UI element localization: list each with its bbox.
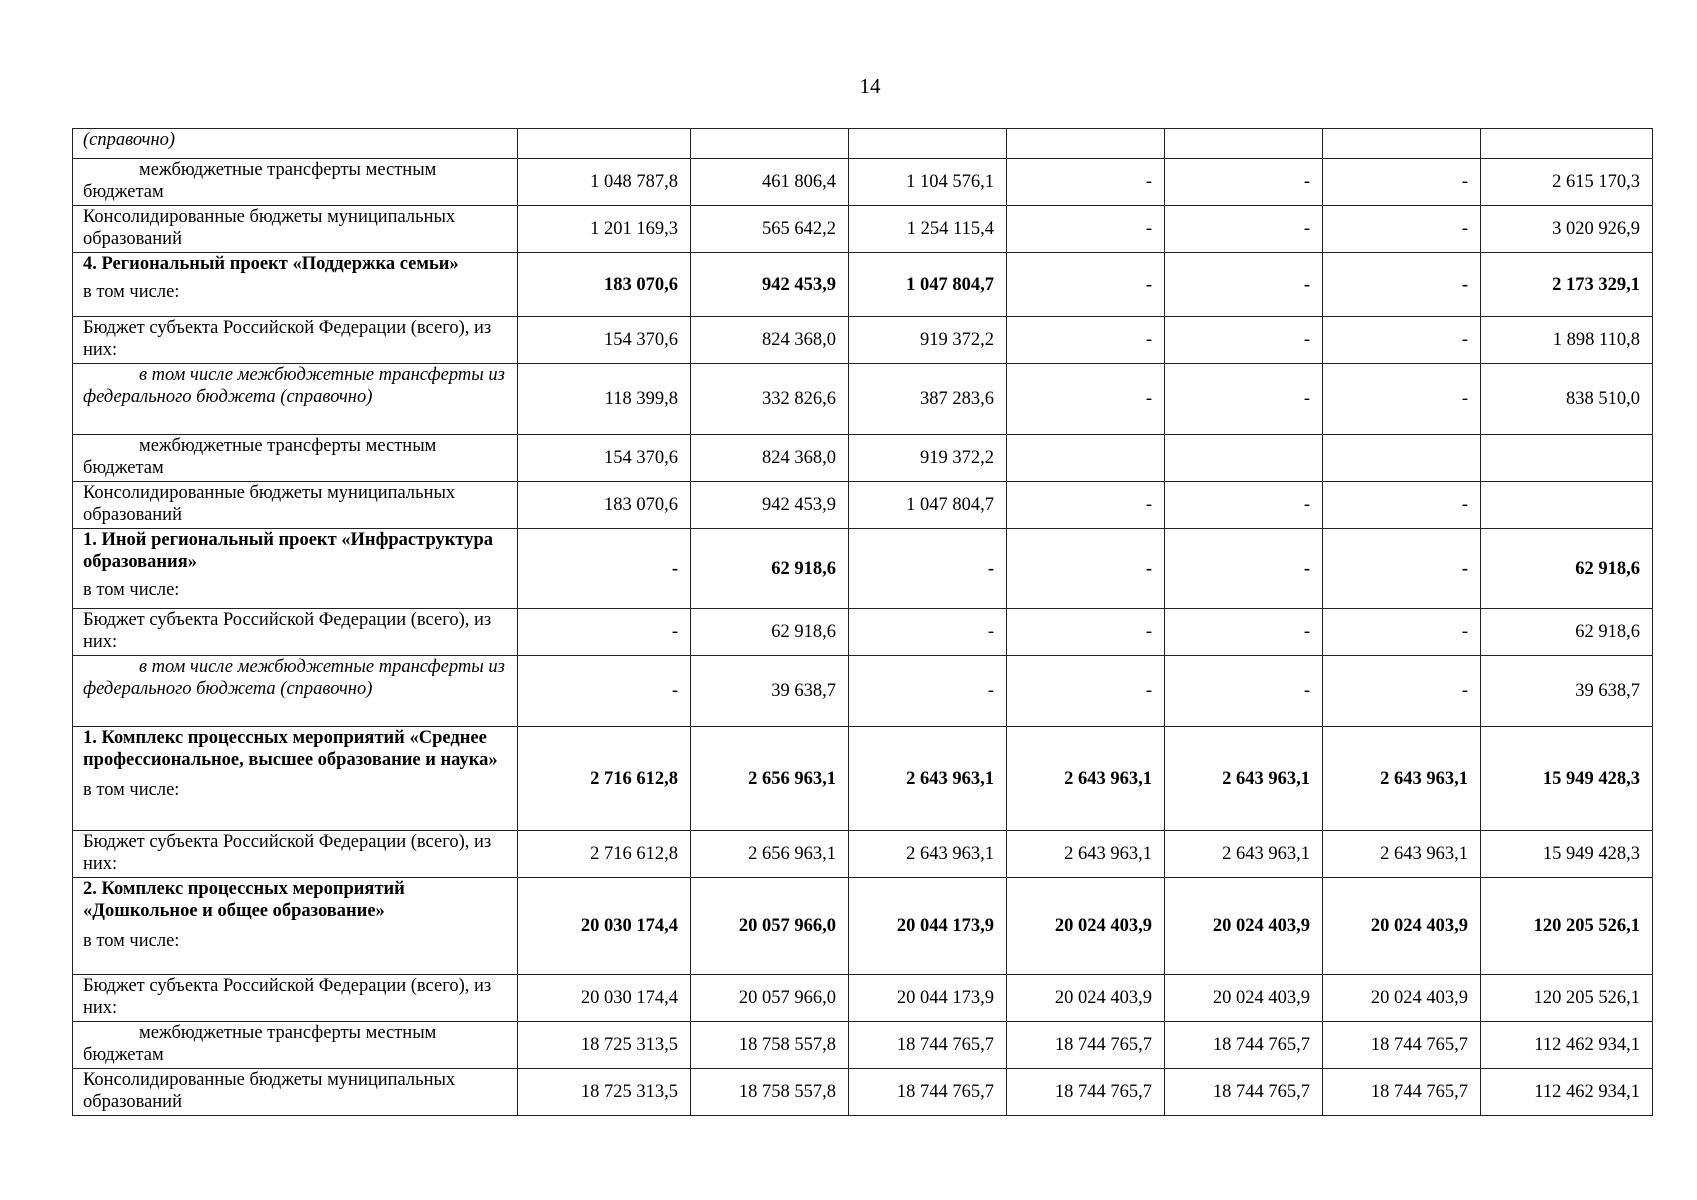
- value-cell: [518, 129, 691, 159]
- value-cell: [1165, 435, 1323, 482]
- page-number: 14: [859, 74, 881, 98]
- value-cell: 20 024 403,9: [1165, 975, 1323, 1022]
- value-cell: 18 744 765,7: [1165, 1069, 1323, 1116]
- value-cell: 2 716 612,8: [518, 831, 691, 878]
- row-label: [73, 206, 518, 253]
- value-cell: -: [1007, 317, 1165, 364]
- value-cell: [849, 129, 1007, 159]
- value-cell: 154 370,6: [518, 435, 691, 482]
- row-label-text: межбюджетные трансферты местным бюджетам: [83, 1023, 437, 1065]
- value-cell: -: [849, 609, 1007, 656]
- including-label: в том числе:: [83, 780, 180, 800]
- value-cell: 120 205 526,1: [1481, 975, 1653, 1022]
- row-label-text: Консолидированные бюджеты муниципальных образований: [83, 207, 456, 249]
- value-cell: 62 918,6: [1481, 609, 1653, 656]
- value-cell: -: [1323, 482, 1481, 529]
- value-cell: [1007, 129, 1165, 159]
- row-label: [73, 1022, 518, 1069]
- section-title: 1. Иной региональный проект «Инфраструктура образования»: [83, 530, 494, 572]
- value-cell: 2 173 329,1: [1481, 253, 1653, 317]
- value-cell: 1 201 169,3: [518, 206, 691, 253]
- value-cell: 838 510,0: [1481, 364, 1653, 435]
- value-cell: 20 044 173,9: [849, 975, 1007, 1022]
- value-cell: 919 372,2: [849, 435, 1007, 482]
- value-cell: 1 898 110,8: [1481, 317, 1653, 364]
- value-cell: 39 638,7: [1481, 656, 1653, 727]
- value-cell: 20 024 403,9: [1007, 878, 1165, 975]
- table-row: [73, 206, 1653, 253]
- value-cell: 112 462 934,1: [1481, 1069, 1653, 1116]
- row-label-text: межбюджетные трансферты местным бюджетам: [83, 160, 437, 202]
- row-label-text: Консолидированные бюджеты муниципальных образований: [83, 483, 456, 525]
- value-cell: 1 254 115,4: [849, 206, 1007, 253]
- value-cell: 18 744 765,7: [1007, 1069, 1165, 1116]
- including-label: в том числе:: [83, 580, 180, 600]
- value-cell: [1007, 435, 1165, 482]
- value-cell: -: [518, 609, 691, 656]
- value-cell: 20 024 403,9: [1323, 878, 1481, 975]
- table-row: [73, 878, 1653, 975]
- table-row: [73, 129, 1653, 159]
- value-cell: 2 643 963,1: [1323, 727, 1481, 831]
- value-cell: -: [1007, 253, 1165, 317]
- table-row: [73, 1069, 1653, 1116]
- row-label-text: в том числе межбюджетные трансферты из федерального бюджета (справочно): [83, 365, 505, 407]
- value-cell: 18 758 557,8: [691, 1069, 849, 1116]
- value-cell: 62 918,6: [691, 529, 849, 609]
- table-row: [73, 317, 1653, 364]
- value-cell: 18 758 557,8: [691, 1022, 849, 1069]
- value-cell: -: [1165, 317, 1323, 364]
- value-cell: 20 030 174,4: [518, 878, 691, 975]
- row-label: [73, 609, 518, 656]
- value-cell: 154 370,6: [518, 317, 691, 364]
- row-label: [73, 529, 518, 609]
- value-cell: 112 462 934,1: [1481, 1022, 1653, 1069]
- value-cell: -: [1007, 482, 1165, 529]
- value-cell: 183 070,6: [518, 253, 691, 317]
- row-label: [73, 1069, 518, 1116]
- value-cell: -: [849, 656, 1007, 727]
- value-cell: -: [1165, 364, 1323, 435]
- value-cell: -: [1007, 609, 1165, 656]
- value-cell: 1 104 576,1: [849, 159, 1007, 206]
- value-cell: 2 656 963,1: [691, 727, 849, 831]
- value-cell: -: [1007, 529, 1165, 609]
- value-cell: [1323, 129, 1481, 159]
- value-cell: -: [1323, 609, 1481, 656]
- row-label: [73, 159, 518, 206]
- row-label: [73, 129, 518, 159]
- row-label: [73, 727, 518, 831]
- section-title: 2. Комплекс процессных мероприятий «Дошкольное и общее образование»: [83, 879, 405, 921]
- value-cell: -: [1323, 206, 1481, 253]
- value-cell: 565 642,2: [691, 206, 849, 253]
- row-label-text: Бюджет субъекта Российской Федерации (всего), из них:: [83, 318, 492, 360]
- value-cell: 2 643 963,1: [1007, 831, 1165, 878]
- value-cell: -: [1007, 364, 1165, 435]
- value-cell: 20 024 403,9: [1007, 975, 1165, 1022]
- value-cell: [691, 129, 849, 159]
- value-cell: 62 918,6: [691, 609, 849, 656]
- value-cell: 942 453,9: [691, 253, 849, 317]
- value-cell: -: [1323, 364, 1481, 435]
- value-cell: 18 744 765,7: [1323, 1022, 1481, 1069]
- row-label: [73, 831, 518, 878]
- value-cell: 118 399,8: [518, 364, 691, 435]
- value-cell: 20 024 403,9: [1323, 975, 1481, 1022]
- value-cell: -: [1165, 529, 1323, 609]
- value-cell: 18 744 765,7: [849, 1069, 1007, 1116]
- value-cell: 824 368,0: [691, 317, 849, 364]
- value-cell: 20 044 173,9: [849, 878, 1007, 975]
- row-label-text: Бюджет субъекта Российской Федерации (всего), из них:: [83, 976, 492, 1018]
- row-label-text: Бюджет субъекта Российской Федерации (всего), из них:: [83, 610, 492, 652]
- value-cell: 39 638,7: [691, 656, 849, 727]
- row-label-text: (справочно): [83, 130, 176, 150]
- value-cell: [1481, 482, 1653, 529]
- including-label: в том числе:: [83, 931, 180, 951]
- value-cell: -: [1165, 253, 1323, 317]
- value-cell: 18 744 765,7: [1323, 1069, 1481, 1116]
- row-label-text: Бюджет субъекта Российской Федерации (всего), из них:: [83, 832, 492, 874]
- value-cell: 824 368,0: [691, 435, 849, 482]
- value-cell: -: [1323, 317, 1481, 364]
- table-row: [73, 435, 1653, 482]
- budget-table: [72, 128, 1653, 1116]
- table-body: [73, 129, 1653, 1116]
- value-cell: 20 057 966,0: [691, 975, 849, 1022]
- value-cell: -: [1165, 482, 1323, 529]
- table-row: [73, 656, 1653, 727]
- value-cell: -: [1007, 206, 1165, 253]
- value-cell: 2 716 612,8: [518, 727, 691, 831]
- value-cell: 15 949 428,3: [1481, 727, 1653, 831]
- value-cell: 15 949 428,3: [1481, 831, 1653, 878]
- table-row: [73, 364, 1653, 435]
- value-cell: 2 643 963,1: [1165, 831, 1323, 878]
- value-cell: 2 656 963,1: [691, 831, 849, 878]
- row-label: [73, 364, 518, 435]
- row-label: [73, 656, 518, 727]
- row-label-text: межбюджетные трансферты местным бюджетам: [83, 436, 437, 478]
- value-cell: -: [1165, 206, 1323, 253]
- value-cell: -: [1165, 159, 1323, 206]
- value-cell: -: [1165, 656, 1323, 727]
- value-cell: [1165, 129, 1323, 159]
- value-cell: 2 643 963,1: [849, 727, 1007, 831]
- section-title: 1. Комплекс процессных мероприятий «Среднее профессиональное, высшее образование и наука»: [83, 728, 498, 770]
- table-row: [73, 609, 1653, 656]
- value-cell: 1 047 804,7: [849, 253, 1007, 317]
- value-cell: 2 643 963,1: [1165, 727, 1323, 831]
- value-cell: 20 024 403,9: [1165, 878, 1323, 975]
- table-row: [73, 831, 1653, 878]
- value-cell: -: [1323, 159, 1481, 206]
- value-cell: -: [518, 656, 691, 727]
- value-cell: 18 744 765,7: [1007, 1022, 1165, 1069]
- value-cell: -: [1323, 529, 1481, 609]
- value-cell: 183 070,6: [518, 482, 691, 529]
- row-label: [73, 253, 518, 317]
- row-label-text: в том числе межбюджетные трансферты из федерального бюджета (справочно): [83, 657, 505, 699]
- value-cell: 120 205 526,1: [1481, 878, 1653, 975]
- value-cell: 18 744 765,7: [1165, 1022, 1323, 1069]
- value-cell: [1481, 129, 1653, 159]
- value-cell: 3 020 926,9: [1481, 206, 1653, 253]
- value-cell: 20 057 966,0: [691, 878, 849, 975]
- value-cell: 461 806,4: [691, 159, 849, 206]
- table-row: [73, 482, 1653, 529]
- value-cell: [1481, 435, 1653, 482]
- table-row: [73, 727, 1653, 831]
- value-cell: 18 744 765,7: [849, 1022, 1007, 1069]
- value-cell: 20 030 174,4: [518, 975, 691, 1022]
- table-row: [73, 253, 1653, 317]
- value-cell: 919 372,2: [849, 317, 1007, 364]
- row-label-text: Консолидированные бюджеты муниципальных образований: [83, 1070, 456, 1112]
- row-label: [73, 317, 518, 364]
- value-cell: -: [1007, 159, 1165, 206]
- value-cell: 2 643 963,1: [1007, 727, 1165, 831]
- value-cell: -: [518, 529, 691, 609]
- value-cell: 2 615 170,3: [1481, 159, 1653, 206]
- table-row: [73, 975, 1653, 1022]
- row-label: [73, 482, 518, 529]
- value-cell: 2 643 963,1: [1323, 831, 1481, 878]
- value-cell: 62 918,6: [1481, 529, 1653, 609]
- including-label: в том числе:: [83, 282, 180, 302]
- value-cell: -: [1323, 656, 1481, 727]
- value-cell: -: [1007, 656, 1165, 727]
- value-cell: 2 643 963,1: [849, 831, 1007, 878]
- value-cell: -: [849, 529, 1007, 609]
- row-label: [73, 435, 518, 482]
- value-cell: 1 048 787,8: [518, 159, 691, 206]
- table-row: [73, 159, 1653, 206]
- value-cell: -: [1323, 253, 1481, 317]
- value-cell: 18 725 313,5: [518, 1022, 691, 1069]
- value-cell: [1323, 435, 1481, 482]
- section-title: 4. Региональный проект «Поддержка семьи»: [83, 254, 459, 274]
- value-cell: 332 826,6: [691, 364, 849, 435]
- table-row: [73, 529, 1653, 609]
- value-cell: 1 047 804,7: [849, 482, 1007, 529]
- row-label: [73, 975, 518, 1022]
- table-row: [73, 1022, 1653, 1069]
- value-cell: 18 725 313,5: [518, 1069, 691, 1116]
- value-cell: -: [1165, 609, 1323, 656]
- value-cell: 942 453,9: [691, 482, 849, 529]
- value-cell: 387 283,6: [849, 364, 1007, 435]
- row-label: [73, 878, 518, 975]
